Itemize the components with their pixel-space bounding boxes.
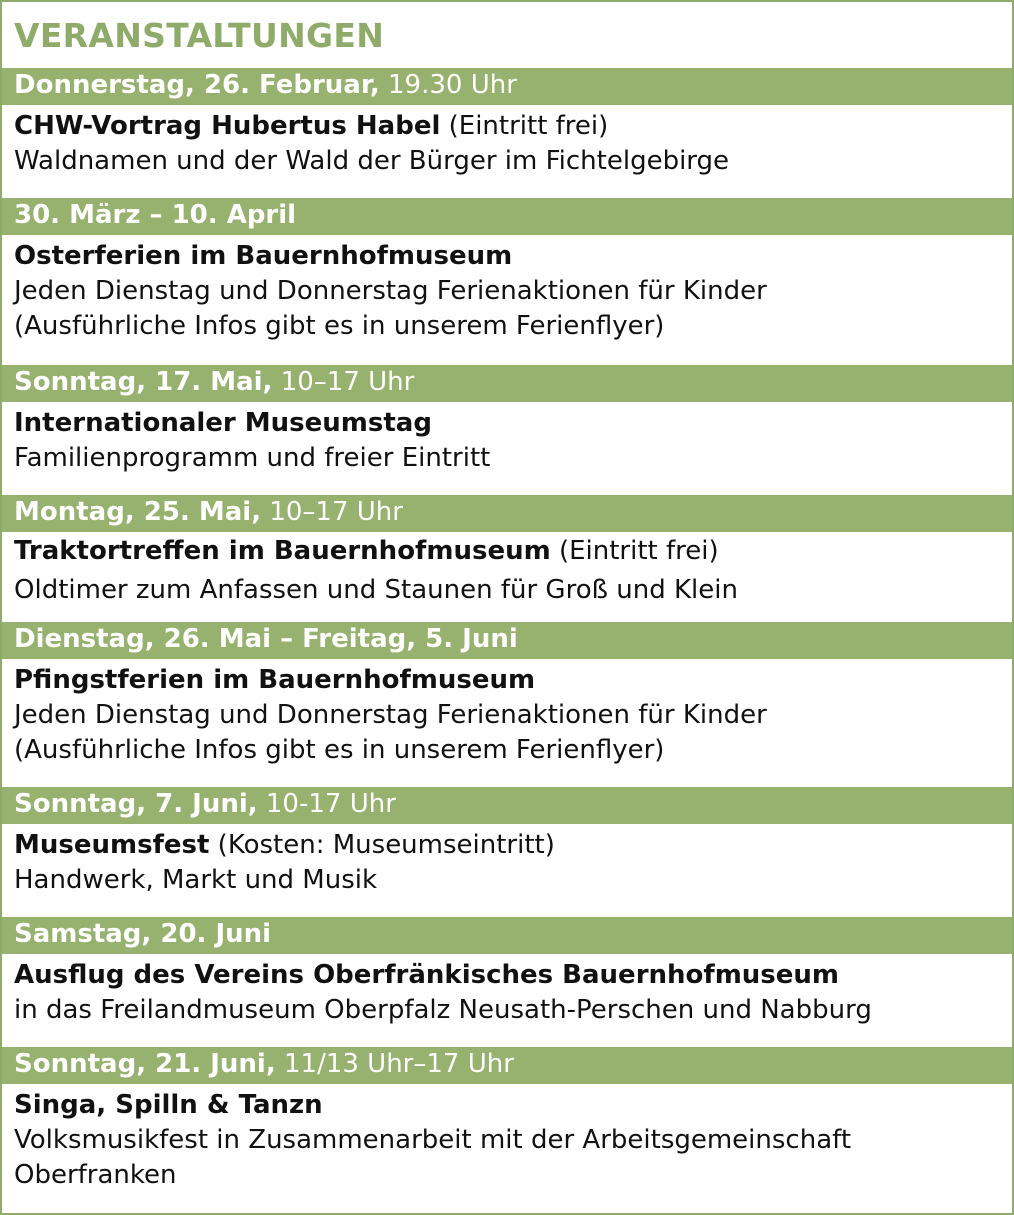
event-description: Oldtimer zum Anfassen und Staunen für Groß und Klein [14,575,738,605]
event-date: Sonntag, 7. Juni, [14,789,258,819]
event-headline: Traktortreffen im Bauernhofmuseum [14,536,551,566]
event-headline: Museumsfest [14,830,210,860]
event-date: Sonntag, 21. Juni, [14,1049,276,1079]
event-headline: Osterferien im Bauernhofmuseum [14,241,513,271]
event-time: 10–17 Uhr [272,367,415,397]
event-date-bar [2,1047,1012,1084]
event-date: Samstag, 20. Juni [14,919,272,949]
event-time: 19.30 Uhr [379,70,517,100]
event-body [2,824,1012,917]
event-description: Handwerk, Markt und Musik [14,865,378,895]
event-item [2,787,1012,917]
event-description: Volksmusikfest in Zusammenarbeit mit der Arbeitsgemeinschaft [14,1125,852,1155]
event-date-bar [2,495,1012,532]
page-title: VERANSTALTUNGEN [14,16,385,55]
event-body [2,659,1012,787]
event-headline: Singa, Spilln & Tanzn [14,1090,323,1120]
event-body [2,402,1012,495]
event-body [2,954,1012,1047]
event-description: in das Freilandmuseum Oberpfalz Neusath-Perschen und Nabburg [14,995,872,1025]
event-date-bar [2,68,1012,105]
event-item [2,495,1012,622]
event-headline-note: (Eintritt frei) [440,111,609,141]
event-date: Sonntag, 17. Mai, [14,367,273,397]
event-item [2,917,1012,1047]
event-date: Donnerstag, 26. Februar, [14,70,380,100]
event-item [2,68,1012,198]
event-description: Waldnamen und der Wald der Bürger im Fichtelgebirge [14,146,730,176]
event-time: 11/13 Uhr–17 Uhr [275,1049,514,1079]
event-date-bar [2,917,1012,954]
event-date: Dienstag, 26. Mai – Freitag, 5. Juni [14,624,518,654]
event-headline-note: (Kosten: Museumseintritt) [209,830,555,860]
event-time: 10-17 Uhr [257,789,396,819]
event-item [2,622,1012,787]
event-description: Familienprogramm und freier Eintritt [14,443,491,473]
event-headline-note: (Eintritt frei) [550,536,719,566]
event-date: Montag, 25. Mai, [14,497,262,527]
event-date-bar [2,198,1012,235]
event-item [2,198,1012,365]
event-body [2,235,1012,365]
event-date: 30. März – 10. April [14,200,297,230]
event-description: (Ausführliche Infos gibt es in unserem Ferienflyer) [14,311,665,341]
event-time: 10–17 Uhr [261,497,403,527]
event-date-bar [2,787,1012,824]
event-body [2,532,1012,622]
event-item [2,1047,1012,1214]
event-date-bar [2,365,1012,402]
event-headline: Ausflug des Vereins Oberfränkisches Bauernhofmuseum [14,960,840,990]
event-body [2,105,1012,198]
event-item [2,365,1012,495]
event-description: (Ausführliche Infos gibt es in unserem Ferienflyer) [14,735,665,765]
event-description: Oberfranken [14,1160,177,1190]
event-body [2,1084,1012,1214]
event-description: Jeden Dienstag und Donnerstag Ferienaktionen für Kinder [14,276,767,306]
event-date-bar [2,622,1012,659]
event-description: Jeden Dienstag und Donnerstag Ferienaktionen für Kinder [14,700,767,730]
event-headline: CHW-Vortrag Hubertus Habel [14,111,441,141]
event-headline: Pfingstferien im Bauernhofmuseum [14,665,536,695]
event-headline: Internationaler Museumstag [14,408,432,438]
